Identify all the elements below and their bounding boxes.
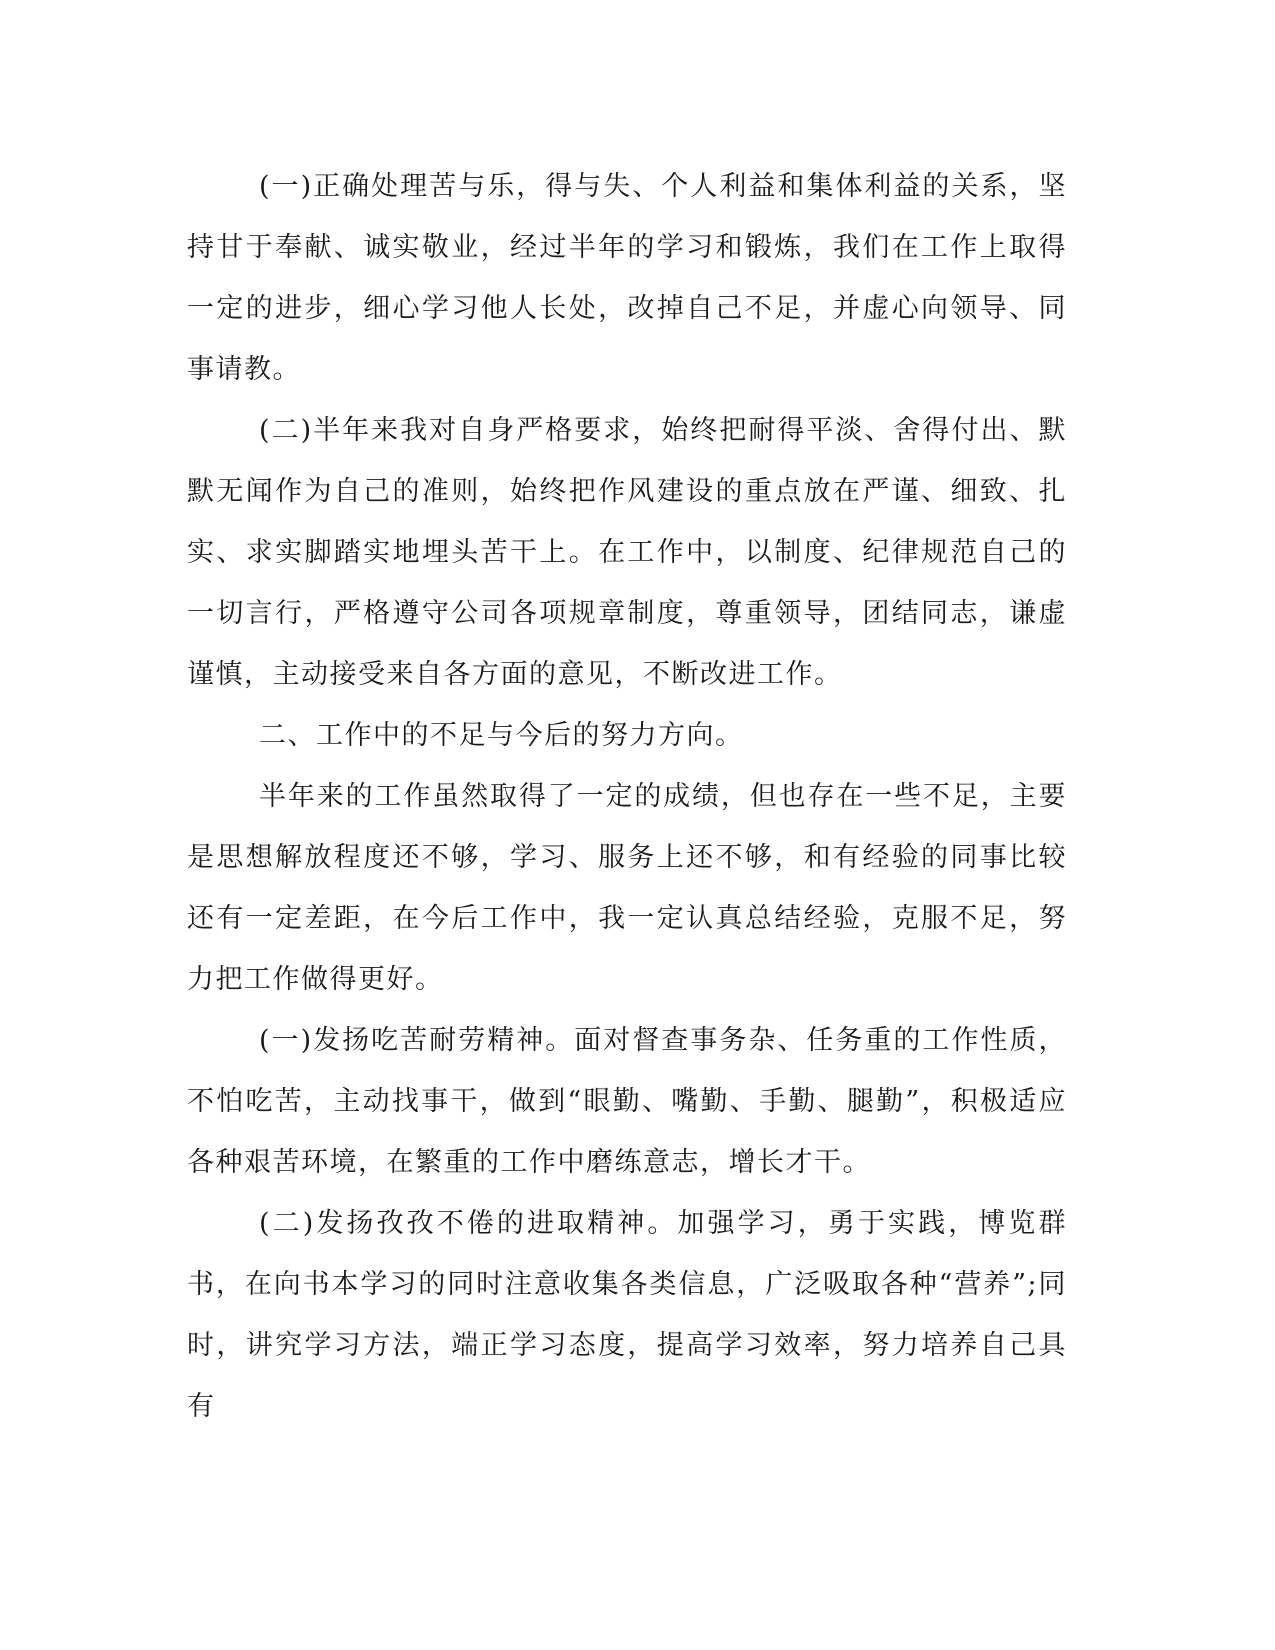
section-heading: 二、工作中的不足与今后的努力方向。 [259, 720, 744, 751]
document-body [187, 156, 1067, 1437]
paragraph-4: (一)发扬吃苦耐劳精神。面对督查事务杂、任务重的工作性质，不怕吃苦，主动找事干，做到“眼勤、嘴勤、手勤、腿勤”，积极适应各种艰苦环境，在繁重的工作中磨练意志，增长才干。 [187, 1025, 1067, 1178]
paragraph-3: 半年来的工作虽然取得了一定的成绩，但也存在一些不足，主要是思想解放程度还不够，学习、服务上还不够，和有经验的同事比较还有一定差距，在今后工作中，我一定认真总结经验，克服不足，努力把工作做得更好。 [187, 781, 1067, 995]
paragraph-5: (二)发扬孜孜不倦的进取精神。加强学习，勇于实践，博览群书，在向书本学习的同时注意收集各类信息，广泛吸取各种“营养”;同时，讲究学习方法，端正学习态度，提高学习效率，努力培养自己具有 [187, 1208, 1067, 1422]
paragraph-2: (二)半年来我对自身严格要求，始终把耐得平淡、舍得付出、默默无闻作为自己的准则，始终把作风建设的重点放在严谨、细致、扎实、求实脚踏实地埋头苦干上。在工作中，以制度、纪律规范自己的一切言行，严格遵守公司各项规章制度，尊重领导，团结同志，谦虚谨慎，主动接受来自各方面的意见，不断改进工作。 [187, 415, 1067, 690]
paragraph-1: (一)正确处理苦与乐，得与失、个人利益和集体利益的关系，坚持甘于奉献、诚实敬业，经过半年的学习和锻炼，我们在工作上取得一定的进步，细心学习他人长处，改掉自己不足，并虚心向领导、同事请教。 [187, 171, 1067, 385]
